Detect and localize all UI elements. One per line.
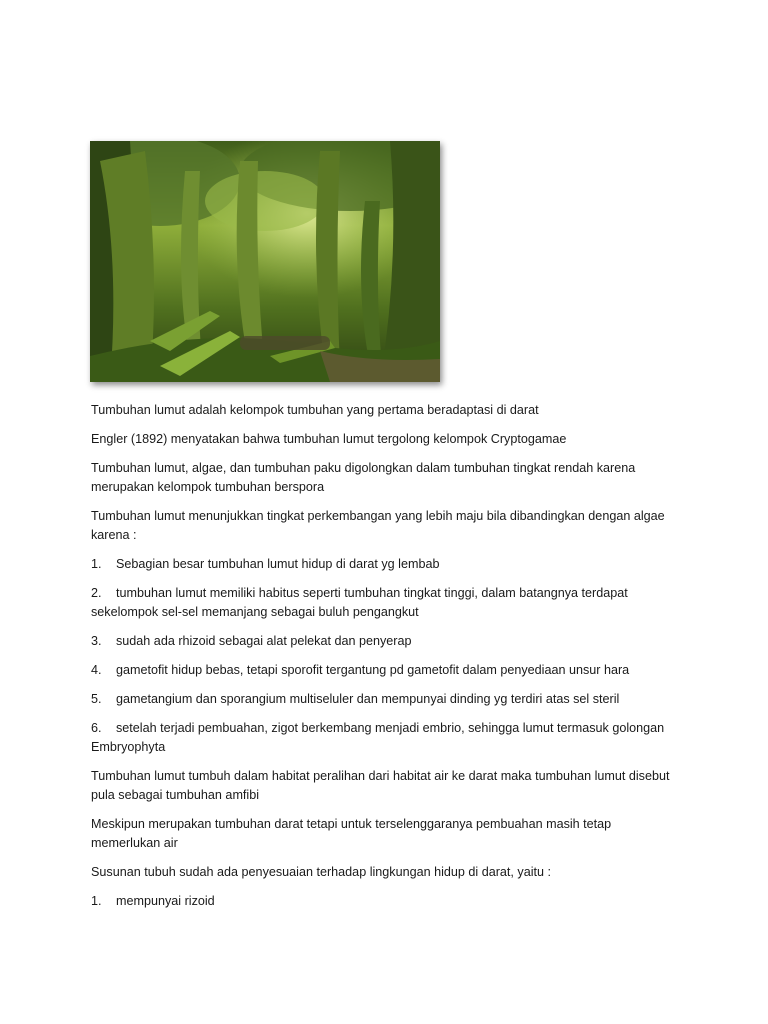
list-item	[91, 555, 681, 574]
list-number: 3.	[91, 634, 102, 648]
list-item	[91, 661, 681, 680]
list-number: 6.	[91, 721, 102, 735]
list-item-text: gametofit hidup bebas, tetapi sporofit tergantung pd gametofit dalam penyediaan unsur hara	[116, 663, 630, 677]
list-item-text: Sebagian besar tumbuhan lumut hidup di darat yg lembab	[116, 557, 440, 571]
paragraph: Tumbuhan lumut adalah kelompok tumbuhan yang pertama beradaptasi di darat	[91, 403, 539, 417]
paragraph: Tumbuhan lumut, algae, dan tumbuhan paku digolongkan dalam tumbuhan tingkat rendah karena merupakan kelompok tumbuhan berspora	[91, 461, 636, 494]
paragraph: Engler (1892) menyatakan bahwa tumbuhan lumut tergolong kelompok Cryptogamae	[91, 432, 567, 446]
forest-photo	[90, 141, 440, 382]
list-number: 1.	[91, 894, 102, 908]
list-item	[91, 690, 681, 709]
list-item	[91, 584, 681, 622]
list-number: 2.	[91, 586, 102, 600]
list-item	[91, 719, 681, 757]
list-item-text: tumbuhan lumut memiliki habitus seperti tumbuhan tingkat tinggi, dalam batangnya terdapat sekelompok sel-sel memanjang sebagai buluh pengangkut	[91, 586, 628, 619]
list-item	[91, 892, 681, 911]
list-item-text: gametangium dan sporangium multiseluler dan mempunyai dinding yg terdiri atas sel steril	[116, 692, 620, 706]
list-item-text: sudah ada rhizoid sebagai alat pelekat dan penyerap	[116, 634, 412, 648]
list-number: 5.	[91, 692, 102, 706]
forest-photo-image	[90, 141, 440, 382]
list-number: 4.	[91, 663, 102, 677]
list-item-text: setelah terjadi pembuahan, zigot berkembang menjadi embrio, sehingga lumut termasuk golongan Embryophyta	[91, 721, 665, 754]
list-item	[91, 632, 681, 651]
paragraph: Tumbuhan lumut tumbuh dalam habitat peralihan dari habitat air ke darat maka tumbuhan lumut disebut pula sebagai tumbuhan amfibi	[91, 769, 670, 802]
paragraph: Susunan tubuh sudah ada penyesuaian terhadap lingkungan hidup di darat, yaitu :	[91, 865, 552, 879]
paragraph: Tumbuhan lumut menunjukkan tingkat perkembangan yang lebih maju bila dibandingkan dengan algae karena :	[91, 509, 665, 542]
list-item-text: mempunyai rizoid	[116, 894, 215, 908]
paragraph: Meskipun merupakan tumbuhan darat tetapi untuk terselenggaranya pembuahan masih tetap memerlukan air	[91, 817, 612, 850]
list-number: 1.	[91, 557, 102, 571]
